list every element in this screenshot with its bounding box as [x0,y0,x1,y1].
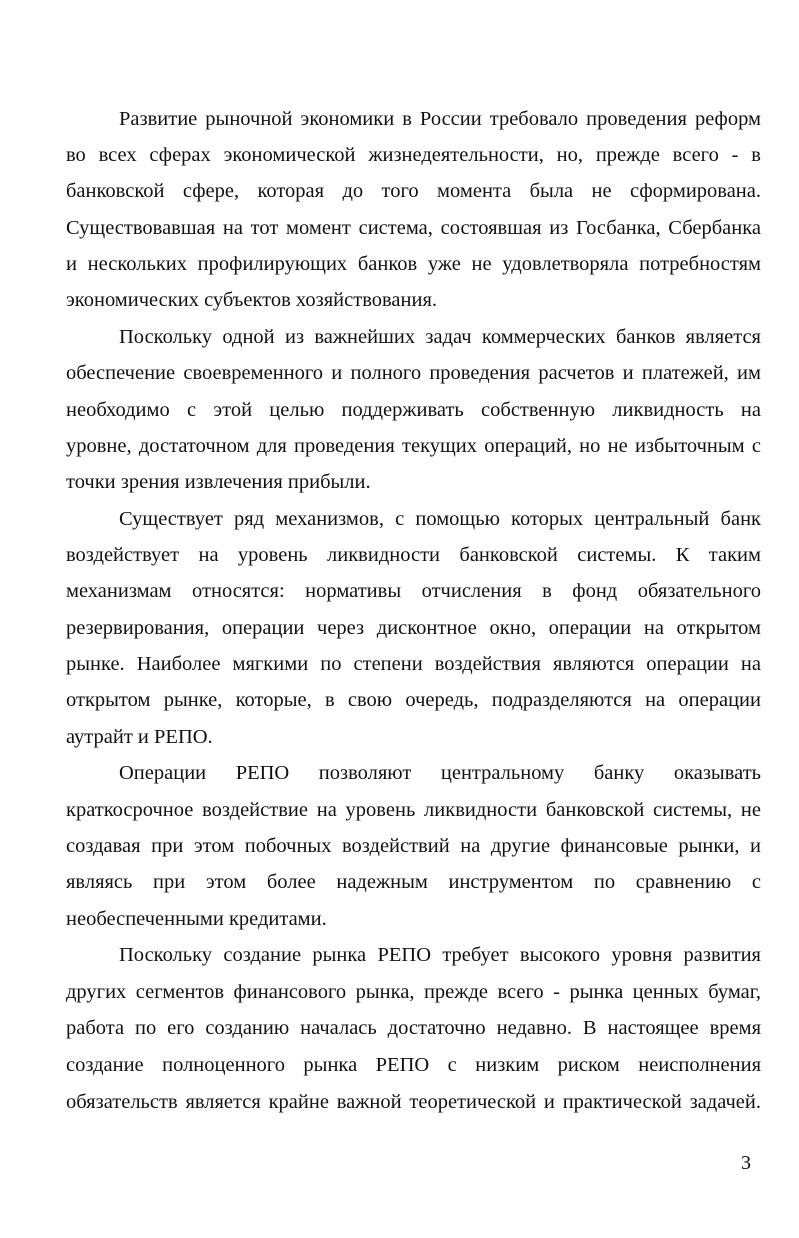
text-line: обеспечение своевременного и полного проведения расчетов и платежей, им [66,362,761,384]
text-line: Существовавшая на тот момент система, состоявшая из Госбанка, Сбербанка [66,217,761,239]
text-line: во всех сферах экономической жизнедеятельности, но, прежде всего - в [66,144,761,166]
text-line: необходимо с этой целью поддерживать собственную ликвидность на [66,399,761,421]
text-line: создание полноценного рынка РЕПО с низким риском неисполнения [66,1054,761,1076]
text-line: механизмам относятся: нормативы отчисления в фонд обязательного [66,580,761,602]
text-line: и нескольких профилирующих банков уже не удовлетворяла потребностям [66,253,761,275]
text-line: открытом рынке, которые, в свою очередь, подразделяются на операции [66,689,761,711]
text-line: обязательств является крайне важной теоретической и практической задачей. [66,1091,761,1113]
text-line: экономических субъектов хозяйствования. [66,289,437,311]
text-line: резервирования, операции через дисконтное окно, операции на открытом [66,617,761,639]
text-line: других сегментов финансового рынка, прежде всего - рынка ценных бумаг, [66,981,761,1003]
text-line: банковской сфере, которая до того момента была не сформирована. [66,180,761,202]
text-line: работа по его созданию началась достаточно недавно. В настоящее время [66,1017,761,1039]
text-line: Развитие рыночной экономики в России требовало проведения реформ [119,108,761,130]
text-line: Поскольку одной из важнейших задач коммерческих банков является [119,326,761,348]
text-line: точки зрения извлечения прибыли. [66,471,371,493]
text-line: уровне, достаточном для проведения текущих операций, но не избыточным с [66,435,761,457]
text-line: Операции РЕПО позволяют центральному банку оказывать [119,762,761,784]
text-line: рынке. Наиболее мягкими по степени воздействия являются операции на [66,653,761,675]
text-line: аутрайт и РЕПО. [66,726,213,748]
text-line: воздействует на уровень ликвидности банковской системы. К таким [66,544,761,566]
text-line: необеспеченными кредитами. [66,908,327,930]
text-line: Поскольку создание рынка РЕПО требует высокого уровня развития [119,944,761,966]
text-line: краткосрочное воздействие на уровень ликвидности банковской системы, не [66,799,761,821]
text-line: Существует ряд механизмов, с помощью которых центральный банк [119,508,761,530]
text-line: являясь при этом более надежным инструментом по сравнению с [66,871,761,893]
page-number: 3 [741,1152,751,1174]
text-line: создавая при этом побочных воздействий на другие финансовые рынки, и [66,835,761,857]
